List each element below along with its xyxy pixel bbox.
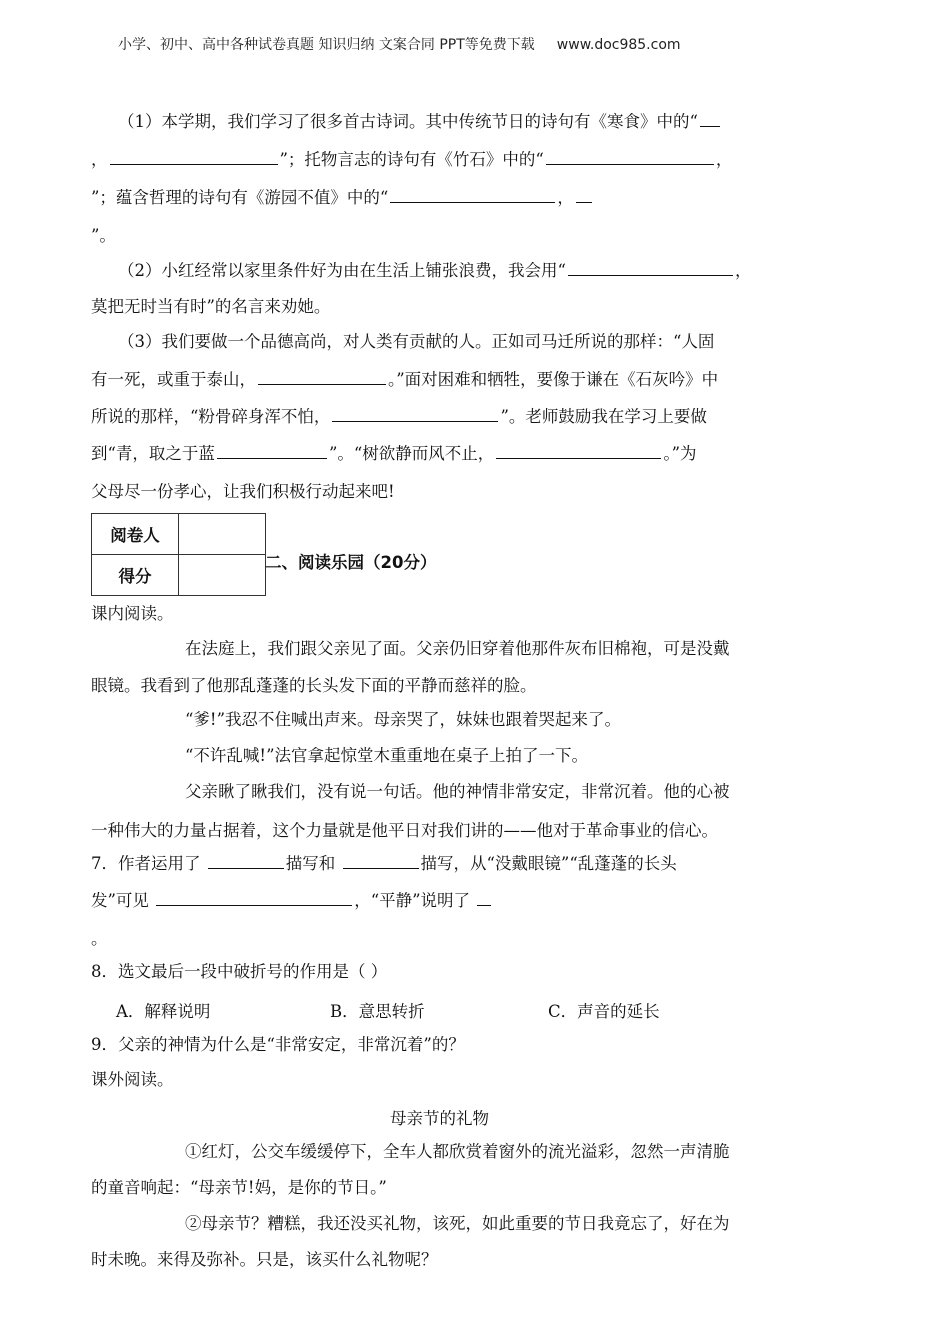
- reviewer-cell[interactable]: [179, 514, 266, 555]
- q2-line1: （2）小红经常以家里条件好为由在生活上铺张浪费，我会用“ ，: [118, 261, 752, 280]
- answer-blank[interactable]: [546, 149, 714, 165]
- inclass-label: 课内阅读。: [91, 604, 174, 623]
- q3-line3: 所说的那样，“粉骨碎身浑不怕， ”。老师鼓励我在学习上要做: [91, 407, 707, 426]
- header-text: 小学、初中、高中各种试卷真题 知识归纳 文案合同 PPT等免费下载: [118, 37, 535, 53]
- answer-blank[interactable]: [576, 187, 592, 203]
- q3-line2: 有一死，或重于泰山， 。”面对困难和牺牲，要像于谦在《石灰吟》中: [91, 370, 719, 389]
- q8-option-b[interactable]: B．意思转折: [330, 1002, 425, 1021]
- q2-line2: 莫把无时当有时”的名言来劝她。: [91, 297, 331, 316]
- page-header: [118, 34, 681, 54]
- answer-blank[interactable]: [208, 853, 284, 869]
- outclass-p2a: ②母亲节？糟糕，我还没买礼物，该死，如此重要的节日我竟忘了，好在为: [185, 1214, 730, 1233]
- q1-line4: ”。: [91, 226, 116, 245]
- score-label: 得分: [92, 555, 179, 596]
- outclass-label: 课外阅读。: [91, 1070, 174, 1089]
- q7-line3: 。: [91, 929, 108, 948]
- score-table: [91, 513, 266, 596]
- answer-blank[interactable]: [390, 187, 555, 203]
- answer-blank[interactable]: [217, 443, 327, 459]
- q9-stem: 9．父亲的神情为什么是“非常安定，非常沉着”的？: [91, 1035, 465, 1054]
- inclass-p3: “不许乱喊!”法官拿起惊堂木重重地在桌子上拍了一下。: [185, 746, 589, 765]
- q8-option-c[interactable]: C．声音的延长: [548, 1002, 660, 1021]
- outclass-p2b: 时未晚。来得及弥补。只是，该买什么礼物呢？: [91, 1250, 438, 1269]
- header-url[interactable]: www.doc985.com: [556, 37, 681, 53]
- q1-line2: ， ”；托物言志的诗句有《竹石》中的“ ，: [91, 150, 733, 169]
- inclass-p1b: 眼镜。我看到了他那乱蓬蓬的长头发下面的平静而慈祥的脸。: [91, 676, 537, 695]
- q8-stem: 8．选文最后一段中破折号的作用是（ ）: [91, 962, 388, 981]
- answer-blank[interactable]: [343, 853, 419, 869]
- q8-option-a[interactable]: A．解释说明: [116, 1002, 211, 1021]
- q1-line1: （1）本学期，我们学习了很多首古诗词。其中传统节日的诗句有《寒食》中的“: [118, 111, 722, 133]
- answer-blank[interactable]: [332, 406, 498, 422]
- inclass-p2: “爹!”我忍不住喊出声来。母亲哭了，妹妹也跟着哭起来了。: [185, 710, 622, 729]
- score-cell[interactable]: [179, 555, 266, 596]
- answer-blank[interactable]: [258, 369, 386, 385]
- answer-blank[interactable]: [496, 443, 661, 459]
- q7-line1: 7．作者运用了 描写和 描写，从“没戴眼镜”“乱蓬蓬的长头: [91, 854, 677, 873]
- q3-line5: 父母尽一份孝心，让我们积极行动起来吧!: [91, 482, 395, 501]
- outclass-p1b: 的童音响起：“母亲节!妈，是你的节日。”: [91, 1178, 387, 1197]
- inclass-p1a: 在法庭上，我们跟父亲见了面。父亲仍旧穿着他那件灰布旧棉袍，可是没戴: [185, 639, 730, 658]
- answer-blank[interactable]: [156, 890, 352, 906]
- answer-blank[interactable]: [700, 111, 720, 127]
- inclass-p4b: 一种伟大的力量占据着，这个力量就是他平日对我们讲的——他对于革命事业的信心。: [91, 821, 718, 840]
- q1-line3: ”；蕴含哲理的诗句有《游园不值》中的“ ，: [91, 187, 594, 209]
- article-title: 母亲节的礼物: [390, 1109, 489, 1128]
- q3-line1: （3）我们要做一个品德高尚，对人类有贡献的人。正如司马迁所说的那样：“人固: [118, 332, 715, 351]
- answer-blank[interactable]: [477, 890, 491, 906]
- q3-line4: 到“青，取之于蓝 ”。“树欲静而风不止， 。”为: [91, 444, 697, 463]
- section-title: 二、阅读乐园（20分）: [265, 553, 437, 572]
- answer-blank[interactable]: [568, 260, 733, 276]
- q7-line2: 发”可见 ，“平静”说明了: [91, 890, 493, 912]
- outclass-p1a: ①红灯，公交车缓缓停下，全车人都欣赏着窗外的流光溢彩，忽然一声清脆: [185, 1142, 730, 1161]
- reviewer-label: 阅卷人: [92, 514, 179, 555]
- inclass-p4a: 父亲瞅了瞅我们，没有说一句话。他的神情非常安定，非常沉着。他的心被: [185, 782, 730, 801]
- answer-blank[interactable]: [110, 149, 278, 165]
